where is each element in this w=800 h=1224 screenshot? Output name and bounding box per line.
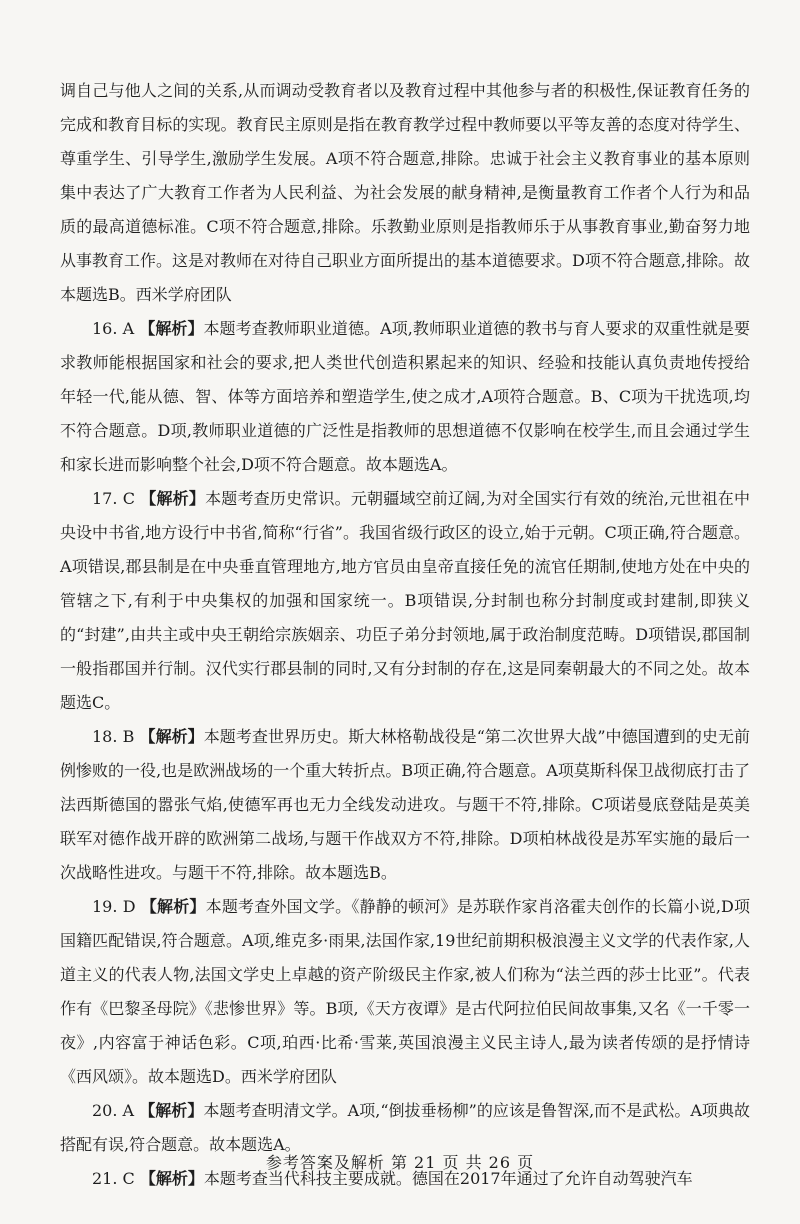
paragraph-text: 本题考查教师职业道德。A项,教师职业道德的教书与育人要求的双重性就是要求教师能根据国家和社会的要求,把人类世代创造积累起来的知识、经验和技能认真负责地传授给年轻一代,能从德、智、体等方面培养和塑造学生,使之成才,A项符合题意。B、C项为干扰选项,均不符合题意。D项,教师职业道德的广泛性是指教师的思想道德不仅影响在校学生,而且会通过学生和家长进而影响整个社会,D项不符合题意。故本题选A。 [60, 319, 750, 474]
answer-18 [60, 720, 750, 890]
paragraph-text: 本题考查当代科技主要成就。德国在2017年通过了允许自动驾驶汽车 [203, 1169, 693, 1188]
answer-explanations [60, 74, 750, 1196]
analysis-tag: 【解析】 [139, 1101, 204, 1120]
paragraph-text: 本题考查明清文学。A项,“倒拔垂杨柳”的应该是鲁智深,而不是武松。A项典故搭配有误,符合题意。故本题选A。 [60, 1101, 750, 1154]
analysis-tag: 【解析】 [140, 897, 206, 916]
answer-16 [60, 312, 750, 482]
paragraph-text: 调自己与他人之间的关系,从而调动受教育者以及教育过程中其他参与者的积极性,保证教育任务的完成和教育目标的实现。教育民主原则是指在教育教学过程中教师要以平等友善的态度对待学生、尊重学生、引导学生,激励学生发展。A项不符合题意,排除。忠诚于社会主义教育事业的基本原则集中表达了广大教育工作者为人民利益、为社会发展的献身精神,是衡量教育工作者个人行为和品质的最高道德标准。C项不符合题意,排除。乐教勤业原则是指教师乐于从事教育事业,勤奋努力地从事教育工作。这是对教师在对待自己职业方面所提出的基本道德要求。D项不符合题意,排除。故本题选B。西米学府团队 [60, 81, 750, 304]
question-number: 17. C [92, 489, 135, 508]
question-number: 20. A [92, 1101, 135, 1120]
question-number: 21. C [92, 1169, 135, 1188]
paragraph-text: 本题考查历史常识。元朝疆域空前辽阔,为对全国实行有效的统治,元世祖在中央设中书省,地方设行中书省,简称“行省”。我国省级行政区的设立,始于元朝。C项正确,符合题意。A项错误,郡县制是在中央垂直管理地方,地方官员由皇帝直接任免的流官任期制,使地方处在中央的管辖之下,有利于中央集权的加强和国家统一。B项错误,分封制也称分封制度或封建制,即狭义的“封建”,由共主或中央王朝给宗族姻亲、功臣子弟分封领地,属于政治制度范畴。D项错误,郡国制一般指郡国并行制。汉代实行郡县制的同时,又有分封制的存在,这是同秦朝最大的不同之处。故本题选C。 [60, 489, 750, 712]
paragraph-continuation [60, 74, 750, 312]
analysis-tag: 【解析】 [140, 489, 206, 508]
analysis-tag: 【解析】 [139, 727, 204, 746]
paragraph-text: 本题考查世界历史。斯大林格勒战役是“第二次世界大战”中德国遭到的史无前例惨败的一役,也是欧洲战场的一个重大转折点。B项正确,符合题意。A项莫斯科保卫战彻底打击了法西斯德国的嚣张气焰,使德军再也无力全线发动进攻。与题干不符,排除。C项诺曼底登陆是英美联军对德作战开辟的欧洲第二战场,与题干作战双方不符,排除。D项柏林战役是苏军实施的最后一次战略性进攻。与题干不符,排除。故本题选B。 [60, 727, 750, 882]
analysis-tag: 【解析】 [139, 319, 204, 338]
page-footer: 参考答案及解析 第 21 页 共 26 页 [265, 1153, 535, 1172]
answer-19 [60, 890, 750, 1094]
question-number: 19. D [92, 897, 136, 916]
analysis-tag: 【解析】 [139, 1169, 204, 1188]
answer-17 [60, 482, 750, 720]
paragraph-text: 本题考查外国文学。《静静的顿河》是苏联作家肖洛霍夫创作的长篇小说,D项国籍匹配错误,符合题意。A项,维克多·雨果,法国作家,19世纪前期积极浪漫主义文学的代表作家,人道主义的代表人物,法国文学史上卓越的资产阶级民主作家,被人们称为“法兰西的莎士比亚”。代表作有《巴黎圣母院》《悲惨世界》等。B项,《天方夜谭》是古代阿拉伯民间故事集,又名《一千零一夜》,内容富于神话色彩。C项,珀西·比希·雪莱,英国浪漫主义民主诗人,最为读者传颂的是抒情诗《西风颂》。故本题选D。西米学府团队 [60, 897, 750, 1086]
question-number: 16. A [92, 319, 135, 338]
question-number: 18. B [92, 727, 135, 746]
